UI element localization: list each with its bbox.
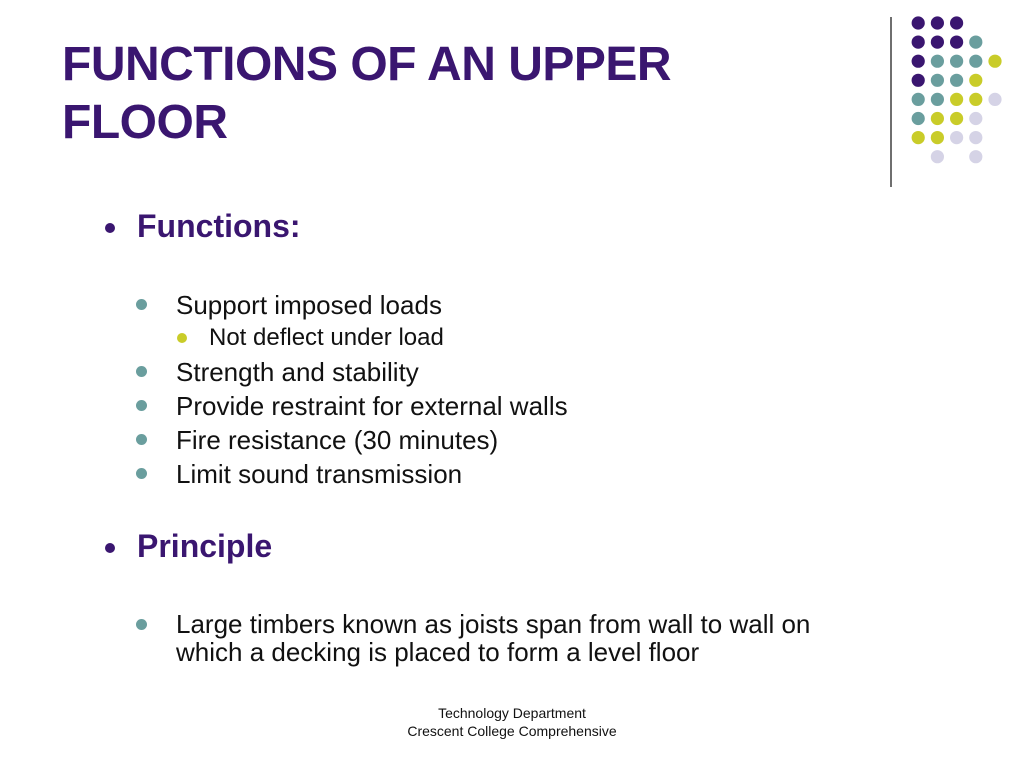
footer-department: Technology Department	[438, 705, 586, 721]
decorative-dot	[969, 55, 982, 68]
decorative-dot	[912, 36, 925, 49]
functions-heading: Functions:	[137, 208, 301, 244]
decorative-dot	[950, 16, 963, 29]
decorative-dot	[988, 93, 1001, 106]
principle-text	[176, 610, 896, 666]
decorative-dot	[912, 131, 925, 144]
decorative-dot	[950, 74, 963, 87]
decorative-dot	[950, 112, 963, 125]
decorative-dot	[988, 55, 1001, 68]
decorative-dot	[950, 36, 963, 49]
decorative-dot	[931, 55, 944, 68]
principle-heading: Principle	[137, 528, 273, 564]
functions-item: Strength and stability	[176, 357, 419, 387]
decorative-dot	[912, 93, 925, 106]
bullet-icon	[136, 468, 147, 479]
bullet-icon	[105, 223, 115, 233]
bullet-icon	[136, 366, 147, 377]
footer-school: Crescent College Comprehensive	[407, 723, 617, 739]
decorative-dot	[969, 74, 982, 87]
principle-text-line-1: Large timbers known as joists span from wall to wall on	[176, 609, 811, 639]
decorative-dot	[969, 131, 982, 144]
decorative-dot	[969, 36, 982, 49]
bullet-icon	[136, 619, 147, 630]
decorative-dot	[912, 74, 925, 87]
bullet-icon	[105, 543, 115, 553]
decorative-dot	[950, 55, 963, 68]
bullet-icon	[136, 400, 147, 411]
functions-item: Limit sound transmission	[176, 459, 463, 489]
bullet-icon	[136, 299, 147, 310]
decorative-dot	[912, 16, 925, 29]
footer	[380, 704, 644, 740]
decorative-dot	[969, 112, 982, 125]
decorative-dot	[931, 150, 944, 163]
slide-title-line-2: FLOOR	[62, 96, 228, 149]
decorative-dot	[950, 93, 963, 106]
decorative-dot	[912, 55, 925, 68]
functions-subitem: Not deflect under load	[209, 324, 444, 351]
dot-grid-icon	[0, 0, 1024, 200]
decorative-dot	[931, 112, 944, 125]
decorative-dot	[931, 74, 944, 87]
functions-item: Support imposed loads	[176, 290, 442, 320]
decorative-dot	[969, 93, 982, 106]
decorative-dot	[969, 150, 982, 163]
decorative-dot	[931, 131, 944, 144]
decorative-dot	[931, 16, 944, 29]
decorative-dot	[912, 112, 925, 125]
bullet-icon	[136, 434, 147, 445]
decorative-dot	[931, 36, 944, 49]
bullet-icon	[177, 333, 187, 343]
principle-text-line-2: which a decking is placed to form a level floor	[176, 637, 700, 667]
functions-item: Fire resistance (30 minutes)	[176, 425, 499, 455]
functions-item: Provide restraint for external walls	[176, 391, 568, 421]
decorative-dot	[931, 93, 944, 106]
decorative-dot	[950, 131, 963, 144]
slide-title-line-1: FUNCTIONS OF AN UPPER	[62, 38, 672, 91]
